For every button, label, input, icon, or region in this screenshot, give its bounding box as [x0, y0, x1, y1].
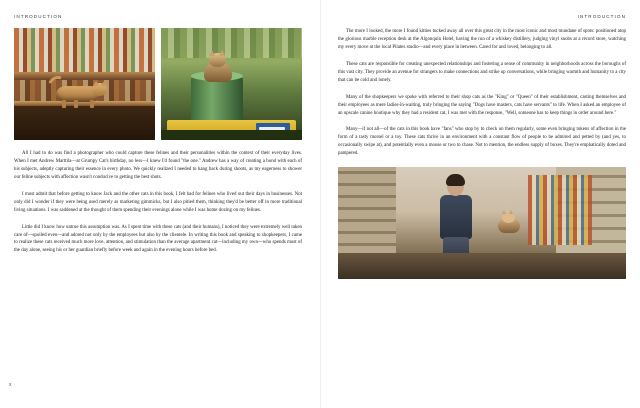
running-head-right: INTRODUCTION	[577, 14, 626, 19]
cat-leg	[74, 100, 78, 108]
person-hair	[446, 174, 465, 186]
cat-ear	[101, 81, 107, 86]
cat-ear	[509, 210, 513, 214]
counter-surface	[338, 253, 626, 279]
cat-perched	[201, 52, 235, 82]
counter-surface	[14, 106, 155, 140]
corner-mark: x	[9, 382, 12, 388]
cat-on-counter	[496, 211, 522, 233]
paragraph: These cats are responsible for creating unexpected relationships and fostering a sense of community in neighborhoods across the boroughs of this vast city. They provide an avenue for strangers to make connections and strike up conversations, while bringing warmth and humanity to a city that can be cold and lonely.	[338, 61, 626, 83]
cat-ear	[502, 210, 506, 214]
paragraph: All I had to do was find a photographer who could capture these felines and their personalities within the context of their everyday lives. When I met Andrew Marttila—at Grumpy Cat's birthday, no less—I knew I'd found "the one." Andrew has a way of creating a bond with each of his subjects, adeptly capturing their essence in every photo. We quickly realized I needed to hang back during shoots, as my eagerness to shower our feline subjects with affection wasn't conducive to getting the best shots.	[14, 151, 302, 180]
paragraph: The more I looked, the more I found kitties tucked away all over this great city in the most iconic and most mundane of spots: positioned atop the glorious marble reception desk at the Algonquin Hotel, having the run of a whiskey distillery, judging vinyl snobs at a record store, watching my every move at the local Pilates studio—and every place in between. Cared for and loved, belonging to all.	[338, 29, 626, 50]
cat-leg	[90, 100, 94, 108]
paragraph: Many of the shopkeepers we spoke with referred to their shop cats as the "King" or "Queen" of their establishment, casting themselves and their employees as mere ladies-in-waiting, truly bringing the saying "Dogs have masters, cats have servants" to life. When I asked an employee of an upscale canine boutique why they had a resident cat, I was met with the response, "Well, someone has to keep things in order around here."	[338, 94, 626, 116]
person-torso	[440, 195, 472, 239]
paragraph: Little did I know how untrue this assumption was. As I spent time with these cats (and their humans), I noticed they were extremely well taken care of—spoiled even—and adored not only by the employees but also by the clientele. In writing this book and speaking to shopkeepers, I came to realize these cats received much more love, attention, and stimulation than the average apartment cat—including my own—who spends most of the day alone, seeing his or her guardian briefly before week and again in the evening hours before bed.	[14, 224, 302, 254]
paragraph: Many—if not all—of the cats in this book have "fans" who stop by to check on them regularly, some even bringing tokens of affection in the form of a tasty morsel or a toy. These cats thrive in an environment with a constant flow of people to be admired and petted by (and yes, to occasionally swipe at), and potentially even a mouse or two to chase. Not to mention, the endless supply of boxes. They're emphatically doted and pampered.	[338, 127, 626, 157]
person-figure	[434, 173, 478, 257]
photo-shelf-tabby	[14, 28, 155, 140]
left-photo-row	[14, 28, 302, 140]
floor	[161, 130, 302, 140]
green-cylinder	[191, 76, 243, 122]
right-body-copy	[338, 28, 626, 158]
cat-leg	[62, 100, 66, 108]
paragraph: I must admit that before getting to know Jack and the other cats in this book, I felt bad for felines who lived out their days in businesses. Not only did I wonder if they were being used merely as marketing gimmicks, but I also pitied them, thinking they'd be better off in more traditional living situations. I was saddened at the thought of them spending their evenings alone while I was home dozing on my felines.	[14, 191, 302, 213]
cat-ear	[209, 50, 215, 56]
cat-ear	[93, 81, 99, 86]
right-page	[320, 0, 640, 408]
photo-bookstore-person-cat	[338, 167, 626, 279]
running-head-left: INTRODUCTION	[14, 14, 63, 19]
photo-green-cylinder-cat	[161, 28, 302, 140]
cat-walking	[48, 80, 110, 108]
book-stack	[528, 175, 592, 245]
page-gutter	[320, 0, 321, 408]
shelf-board	[14, 72, 155, 80]
shelf-upper-products	[14, 28, 155, 72]
left-body-copy	[14, 150, 302, 255]
cat-ear	[219, 50, 225, 56]
